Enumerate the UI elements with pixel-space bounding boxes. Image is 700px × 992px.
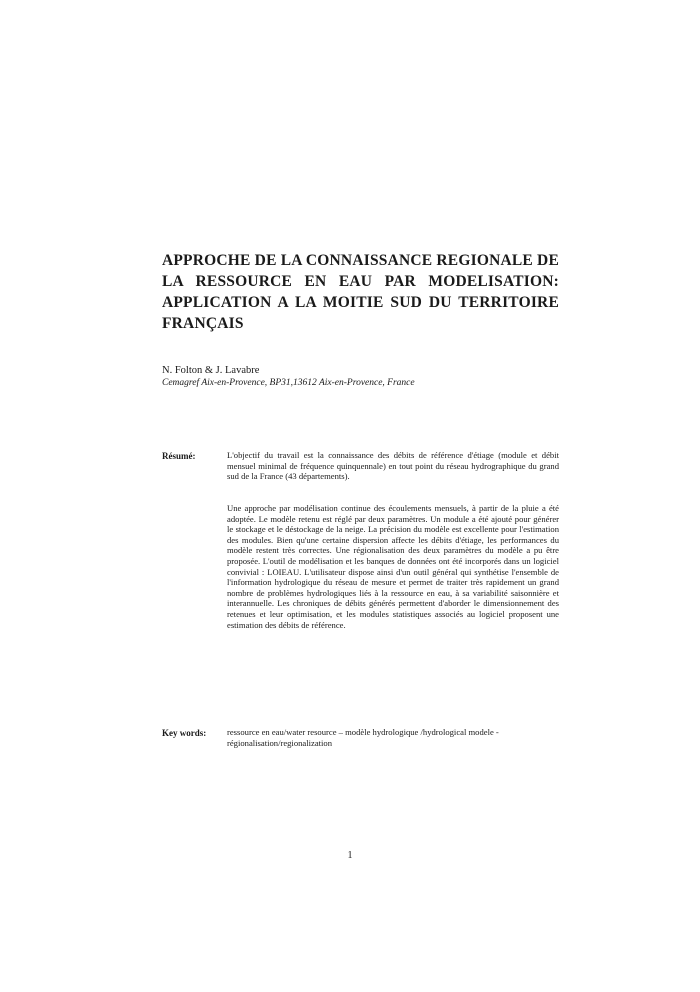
page-number: 1: [347, 850, 353, 861]
abstract-paragraph-1: L'objectif du travail est la connaissance des débits de référence d'étiage (module et débit mensuel minimal de fréquence quinquennale) en tout point du réseau hydrographique du grand sud de la France (43 départements).: [227, 450, 559, 482]
abstract-paragraph-2: Une approche par modélisation continue des écoulements mensuels, à partir de la pluie a été adoptée. Le modèle retenu est réglé par deux paramètres. Un module a été ajouté pour générer le stockage et le déstockage de la neige. La précision du modèle est excellente pour l'estimation des modules. Bien qu'une certaine dispersion affecte les débits d'étiage, les performances du modèle restent très correctes. Une régionalisation des deux paramètres du modèle a pu être proposée. L'outil de modélisation et les banques de données ont été incorporés dans un logiciel convivial : LOIEAU. L'utilisateur dispose ainsi d'un outil général qui synthétise l'ensemble de l'information hydrologique du réseau de mesure et permet de traiter très rapidement un grand nombre de problèmes hydrologiques liés à la ressource en eau, à sa variabilité saisonnière et interannuelle. Les chroniques de débits générés permettent d'aborder le dimensionnement des retenues et leur optimisation, et les modules statistiques associés au logiciel proposent une estimation des débits de référence.: [227, 503, 559, 630]
paper-title: APPROCHE DE LA CONNAISSANCE REGIONALE DE LA RESSOURCE EN EAU PAR MODELISATION: APPLICATION A LA MOITIE SUD DU TERRITOIRE FRANÇAIS: [162, 252, 559, 332]
abstract-label: Résumé:: [162, 451, 196, 461]
affiliation: Cemagref Aix-en-Provence, BP31,13612 Aix-en-Provence, France: [162, 378, 415, 388]
keywords-label: Key words:: [162, 728, 207, 738]
authors: N. Folton & J. Lavabre: [162, 365, 260, 376]
keywords-text: ressource en eau/water resource – modèle hydrologique /hydrological modele - régionalisation/regionalization: [227, 727, 499, 748]
